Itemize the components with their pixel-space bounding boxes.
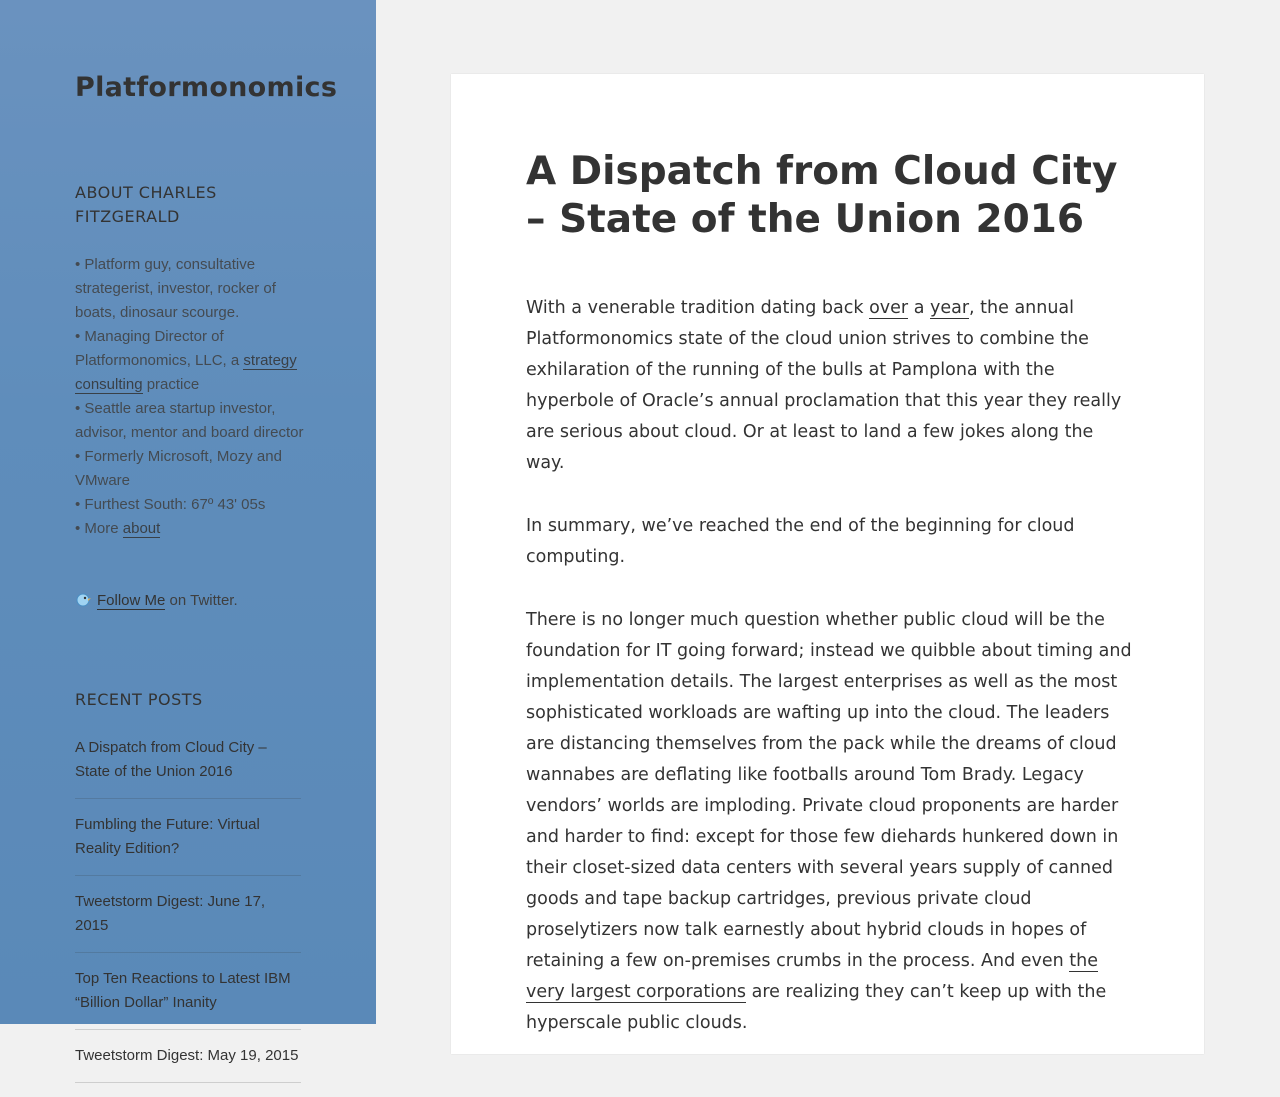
p3-text-b: are realizing they can’t keep up with the hyperscale public clouds. xyxy=(526,982,1107,1033)
post-title: A Dispatch from Cloud City – State of the Union 2016 xyxy=(526,149,1118,242)
largest-corporations-link[interactable]: the very largest corporations xyxy=(526,951,1099,1002)
about-text xyxy=(75,253,305,541)
paragraph-2: In summary, we’ve reached the end of the beginning for cloud computing. xyxy=(526,516,1075,567)
recent-post-item[interactable] xyxy=(75,1044,301,1083)
twitter-suffix: on Twitter. xyxy=(165,592,238,609)
about-heading: ABOUT CHARLES FITZGERALD xyxy=(75,183,217,226)
year-link[interactable]: year xyxy=(929,298,970,318)
strategy-consulting-link[interactable]: strategy consulting xyxy=(75,352,297,393)
twitter-bird-icon[interactable] xyxy=(75,591,91,607)
over-link[interactable]: over xyxy=(869,298,909,318)
about-line-6a: • More xyxy=(75,520,123,537)
paragraph-1 xyxy=(526,293,1132,479)
post-card xyxy=(451,74,1204,1054)
recent-post-item[interactable] xyxy=(75,736,301,799)
site-title[interactable]: Platformonomics xyxy=(75,72,338,103)
follow-me-link[interactable]: Follow Me xyxy=(97,592,166,609)
recent-posts-heading: RECENT POSTS xyxy=(75,690,203,709)
recent-post-item[interactable] xyxy=(75,967,301,1030)
about-line-4: • Formerly Microsoft, Mozy and VMware xyxy=(75,448,282,489)
about-link[interactable]: about xyxy=(122,520,161,537)
recent-post-link[interactable]: Tweetstorm Digest: June 17, 2015 xyxy=(75,893,266,934)
p1-text-c: , the annual Platformonomics state of the cloud union strives to combine the exhilaration of the running of the bulls at Pamplona with the hyperbole of Oracle’s annual proclamation that this year they really are serious about cloud. Or at least to land a few jokes along the way. xyxy=(526,298,1122,473)
post-content xyxy=(526,293,1132,1071)
recent-post-item[interactable] xyxy=(75,813,301,876)
recent-post-link[interactable]: Fumbling the Future: Virtual Reality Edition? xyxy=(75,816,260,857)
recent-post-link[interactable]: A Dispatch from Cloud City – State of the Union 2016 xyxy=(75,739,267,780)
paragraph-3 xyxy=(526,605,1132,1039)
p1-text-a: With a venerable tradition dating back xyxy=(526,298,870,318)
recent-post-link[interactable]: Tweetstorm Digest: May 19, 2015 xyxy=(75,1047,299,1064)
about-line-2b: practice xyxy=(142,376,200,393)
recent-post-item[interactable] xyxy=(75,890,301,953)
about-line-2a: • Managing Director of Platformonomics, LLC, a xyxy=(75,328,244,369)
about-line-1: • Platform guy, consultative strategerist, investor, rocker of boats, dinosaur scourge. xyxy=(75,256,276,321)
sidebar xyxy=(0,0,376,1064)
about-line-5: • Furthest South: 67º 43' 05s xyxy=(75,496,266,513)
p1-text-b: a xyxy=(908,298,930,318)
recent-posts-list xyxy=(75,736,301,1097)
twitter-follow xyxy=(75,589,238,613)
about-line-3: • Seattle area startup investor, advisor, mentor and board director xyxy=(75,400,304,441)
recent-post-link[interactable]: Top Ten Reactions to Latest IBM “Billion Dollar” Inanity xyxy=(75,970,291,1011)
p3-text-a: There is no longer much question whether public cloud will be the foundation for IT going forward; instead we quibble about timing and implementation details. The largest enterprises as well as the most sophisticated workloads are wafting up into the cloud. The leaders are distancing themselves from the pack while the dreams of cloud wannabes are deflating like footballs around Tom Brady. Legacy vendors’ worlds are imploding. Private cloud proponents are harder and harder to find: except for those few diehards hunkered down in their closet-sized data centers with several years supply of canned goods and tape backup cartridges, previous private cloud proselytizers now talk earnestly about hybrid clouds in hopes of retaining a few on-premises crumbs in the process. And even xyxy=(526,610,1132,971)
